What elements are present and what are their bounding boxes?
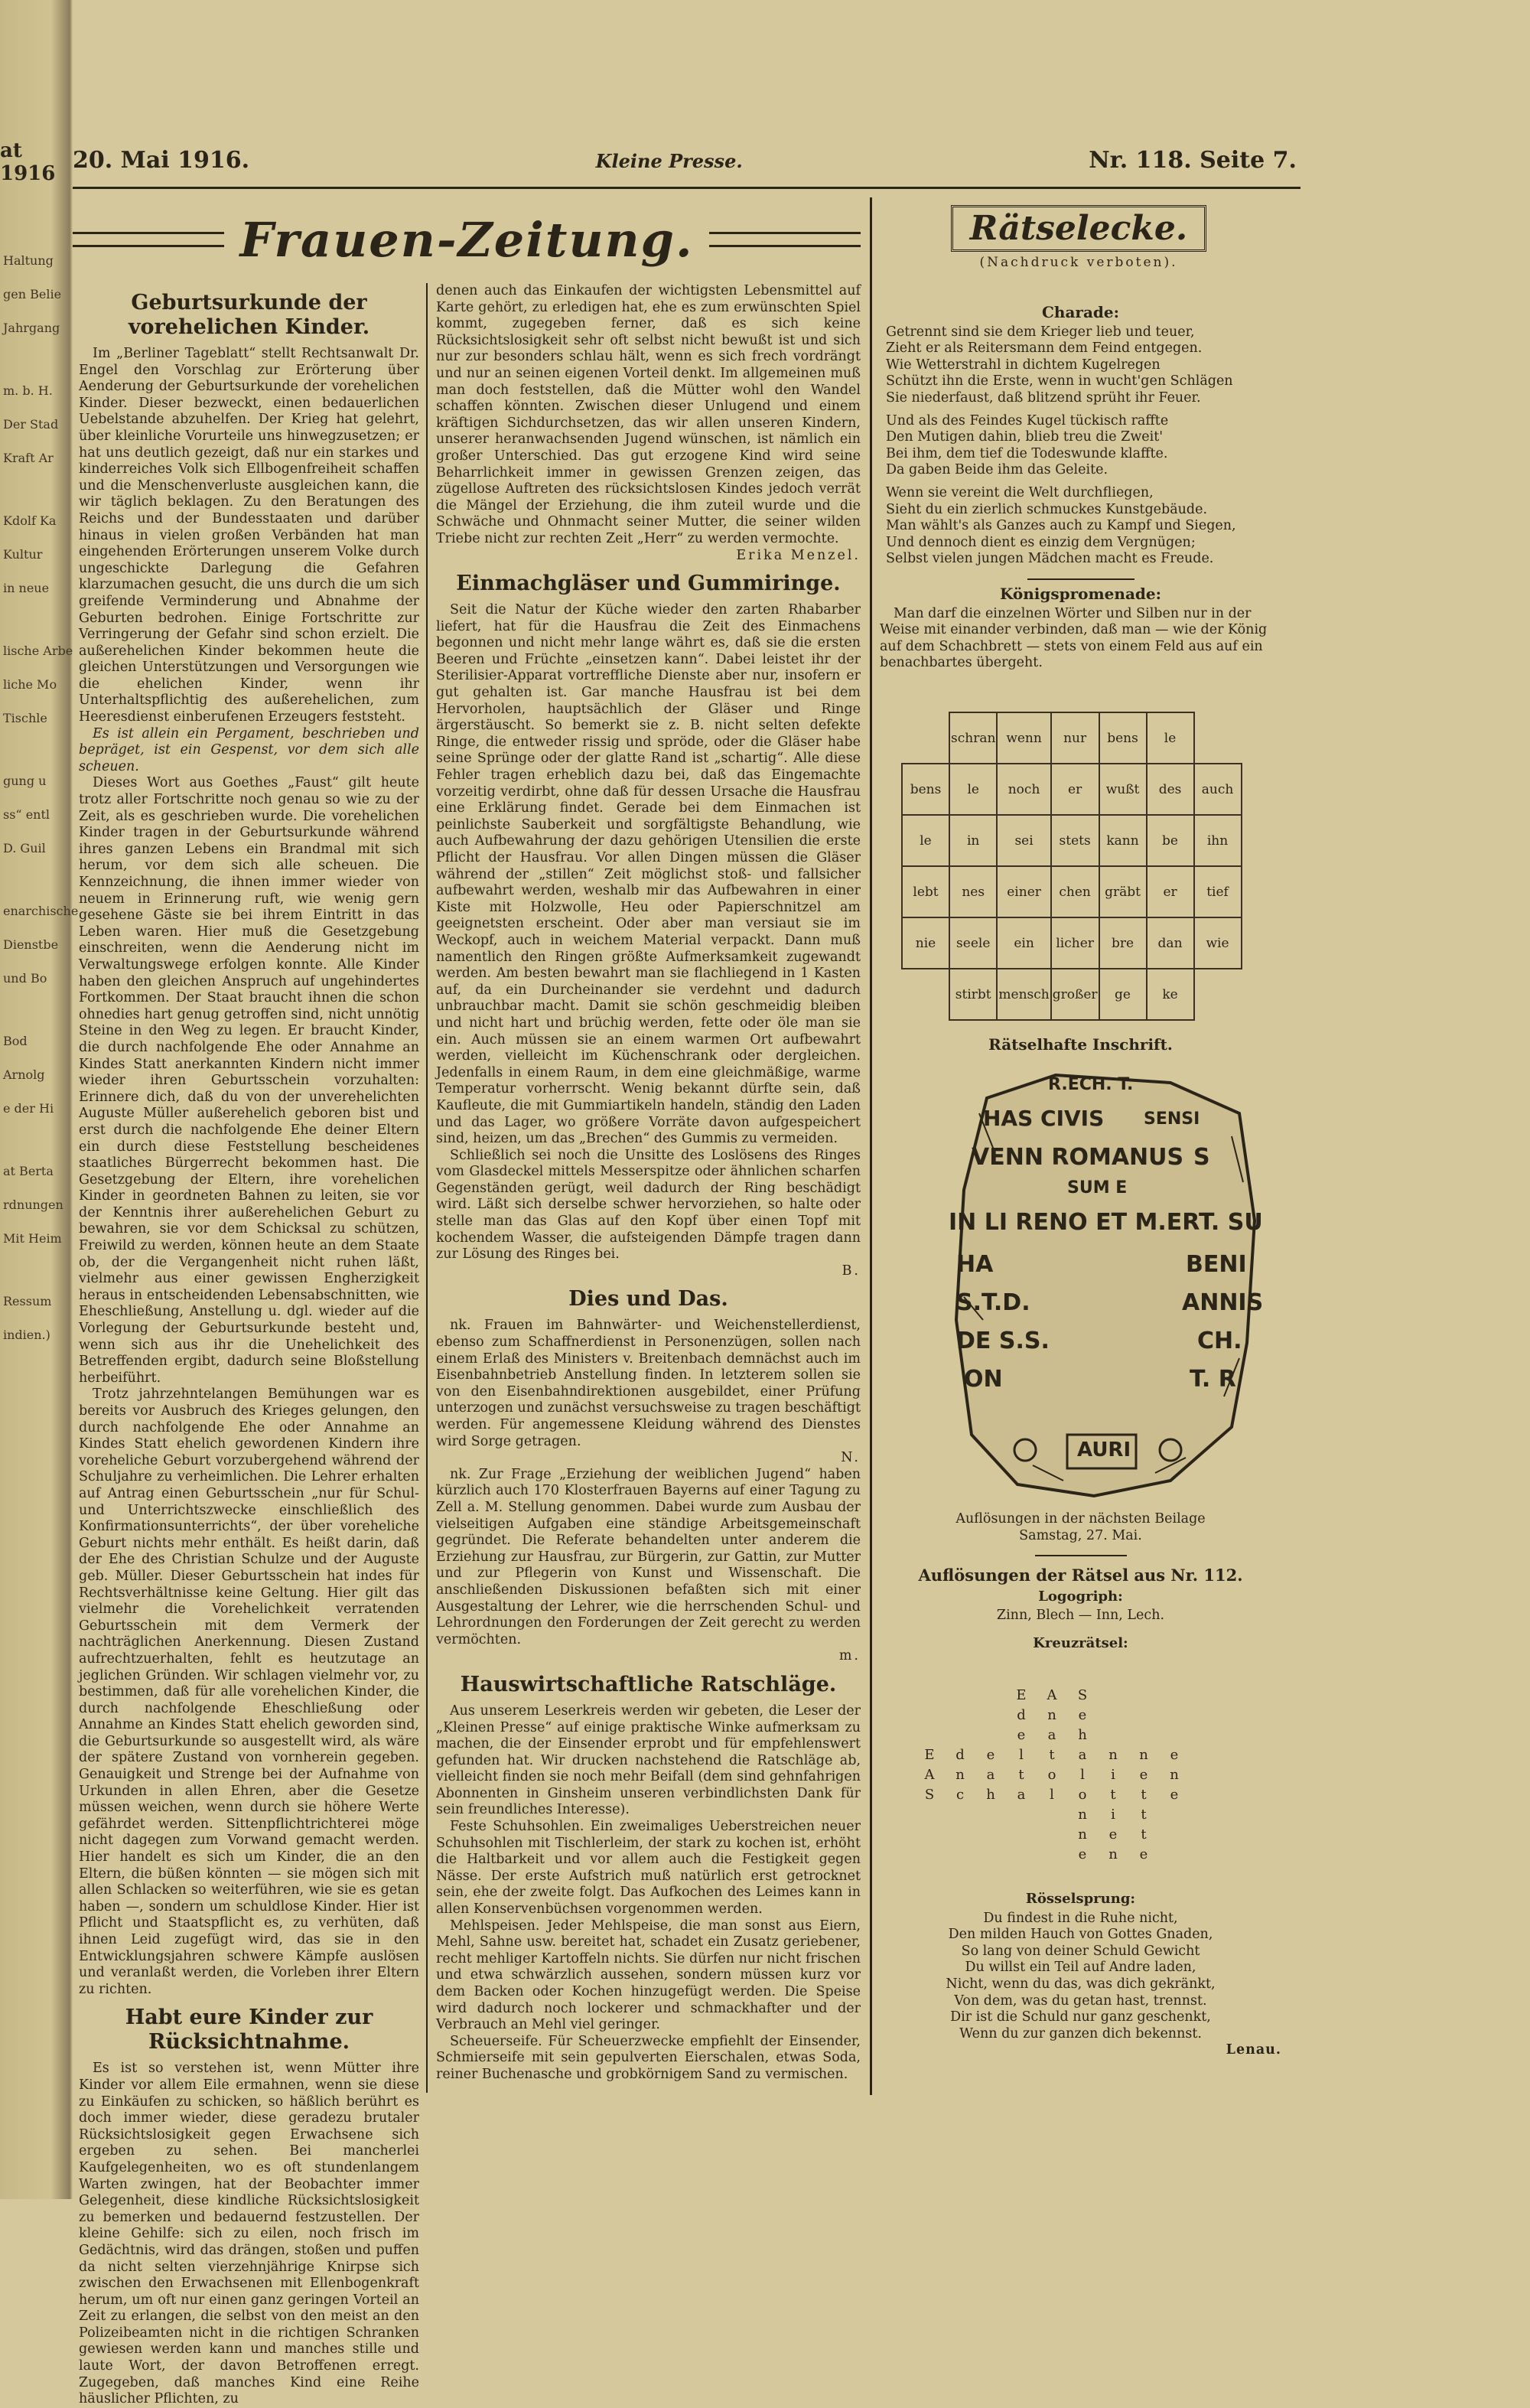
raetselecke-subtitle: (Nachdruck verboten). [979,255,1178,270]
header-date: 20. Mai 1916. [73,147,250,174]
verse-line: Wenn du zur ganzen dich bekennst. [959,2025,1202,2041]
kreuz-letter [1128,1707,1159,1727]
kreuz-letter [1037,1807,1067,1826]
grid-cell: einer [997,866,1050,917]
page-header [73,147,1297,174]
kreuz-letter [914,1727,945,1747]
kreuz-letter: t [1141,1826,1147,1843]
kreuz-letter [945,1807,975,1826]
koenigspromenade-title: Königspromenade: [999,584,1161,603]
kreuz-letter [1037,1846,1067,1866]
article-paragraph: Schließlich sei noch die Unsitte des Loslösens des Ringes vom Glasdeckel mittels Messerspitze oder ähnlichen scharfen Gegenständen gerügt, weil dadurch der Ring beschädigt wird. Läßt sich derselbe schwer hervorziehen, so halte oder stelle man das Glas auf den Kopf über einen Topf mit kochendem Wasser, die aufsteigenden Dämpfe tragen dann zur Lösung des Ringes bei. [436,1147,861,1263]
kreuz-letter [1037,1826,1067,1846]
kreuz-letter [1159,1727,1190,1747]
fold-text [3,253,79,1360]
masthead-rule-left [73,232,224,247]
grid-cell [902,969,949,1020]
stone-note-2: Samstag, 27. Mai. [1019,1527,1142,1543]
kreuz-letter [1006,1826,1037,1846]
verse-line: So lang von deiner Schuld Gewicht [961,1943,1200,1959]
article-title-hauswirtschaft: Hauswirtschaftliche Ratschläge. [460,1672,837,1696]
fold-date: at 1916 [0,139,56,185]
article-paragraph: Dieses Wort aus Goethes „Faust“ gilt heute trotz aller Fortschritte noch genau so wie zu der Zeit, als es geschrieben wurde. Die vorehelichen Kinder tragen in der Geburtsurkunde während ihres ganzen Lebens ein Brandmal mit sich herum, vor dem sich alle scheuen. Die Kennzeichnung, die ihnen immer wieder von neuem in Erinnerung ruft, wie wenig gern gesehene Gäste sie bei ihrem Eintritt in das Leben waren. Hier muß die Gesetzgebung einschreiten, wenn die Aenderung nicht im Verwaltungswege erfolgen konnte. Alle Kinder haben den gleichen Anspruch auf ungehindertes Fortkommen. Der Staat braucht ihnen die schon ohnedies hart genug getroffen sind, nicht unnötig Steine in den Weg zu legen. Er braucht Kinder, die durch nachfolgende Ehe oder Annahme an Kindes Statt anerkannten Kindern nicht immer wieder ihren Geburtsschein vorzuhalten: Erinnere dich, daß du von der unverehelichten Auguste Müller außerehelich geboren bist und erst durch die nachfolgende Ehe deiner Eltern ein durch diese Feststellung bescheidenes staatliches Bürgerrecht bekommen hast. Die Gesetzgebung der Eltern, ihre vorehelichen Kinder in geordneten Bahnen zu leiten, sie vor der Kenntnis ihrer außerehelichen Geburt zu bewahren, sie vor dem Schicksal zu schützen, Freiwild zu werden, können heute an dem Staate ob, der die Vergangenheit nicht ruhen läßt, vielmehr aus einer gewissen Engherzigkeit heraus in entscheidenden Lebensabschnitten, wie Eheschließung, Anstellung u. dgl. wieder auf die Vorlegung der Geburtsurkunde besteht und, wenn sich aus ihr die Unehelichkeit des Betreffenden ergibt, dadurch seine Bloßstellung herbeiführt. [79,775,419,1386]
kreuz-letter: t [1049,1747,1055,1763]
grid-cell: le [1147,712,1194,764]
verse-line: Man wählt's als Ganzes auch zu Kampf und Siegen, [886,518,1236,534]
kreuz-letter: n [955,1767,965,1783]
stone-line-2b: SENSI [1144,1110,1200,1129]
verse-line: Den Mutigen dahin, blieb treu die Zweit' [886,429,1164,445]
kreuz-row [914,1767,1281,1787]
verse-line: Selbst vielen jungen Mädchen macht es Freude. [886,551,1214,567]
koenigspromenade-text: Man darf die einzelnen Wörter und Silben nur in der Weise mit einander verbinden, daß man — wie der König auf dem Schachbrett — stets von einem Feld aus auf ein benachbartes übergeht. [880,605,1268,671]
fold-line: m. b. H. [3,383,53,398]
kreuz-letter [975,1807,1006,1826]
kreuz-letter: n [1047,1707,1056,1723]
kreuz-letter: e [1170,1787,1179,1803]
header-rule [73,187,1300,189]
grid-cell [1194,969,1242,1020]
kreuz-row [914,1687,1281,1707]
column-rule-1 [426,283,428,2093]
article-paragraph: nk. Zur Frage „Erziehung der weiblichen Jugend“ haben kürzlich auch 170 Klosterfrauen Bayerns auf einer Tagung zu Zell a. M. Stellung genommen. Dabei wurde zum Ausbau der vielseitigen Aufgaben eine ständige Arbeitsgemeinschaft gegründet. Die Referate behandelten unter anderem die Erziehung zur Hausfrau, zur Bürgerin, zur Gattin, zur Mutter und zur Pflegerin von Kunst und Wissenschaft. Die anschließenden Diskussionen befaßten sich mit einer Ausgestaltung der Lehrer, wie die herrschenden Schul- und Lehrordnungen den Forderungen der Zeit gerecht zu werden vermöchten. [436,1466,861,1647]
fold-line: Der Stad [3,417,59,432]
verse-line: Wie Wetterstrahl in dichtem Kugelregen [886,357,1161,373]
fold-line: liche Mo [3,677,57,692]
masthead-rule-right [709,232,861,247]
verse-line: Und als des Feindes Kugel tückisch raffte [886,412,1169,428]
grid-cell: nes [949,866,997,917]
fold-line: gen Belie [3,287,62,301]
quote-paragraph: Es ist allein ein Pergament, beschrieben und bepräget, ist ein Gespenst, vor dem sich alle scheuen. [79,725,419,774]
verse-line: Bei ihm, dem tief die Todeswunde klaffte. [886,445,1168,461]
stone-line-8b: CH. [1197,1328,1242,1354]
charade-verse [880,324,1281,568]
verse-line: Du willst ein Teil auf Andre laden, [965,1960,1196,1976]
kreuz-row [914,1826,1281,1846]
verse-line: Den milden Hauch von Gottes Gnaden, [948,1927,1213,1943]
kreuz-letter: d [1017,1707,1026,1723]
grid-cell: mensch [997,969,1050,1020]
stone-line-4: SUM E [1067,1178,1128,1197]
grid-row [902,815,1242,866]
grid-cell: gräbt [1099,866,1147,917]
roesselsprung-block [880,1886,1281,2074]
stone-line-9a: ON [964,1366,1003,1393]
article-paragraph: Seit die Natur der Küche wieder den zarten Rhabarber liefert, hat für die Hausfrau die Zeit des Einmachens begonnen und nicht mehr lange währt es, daß sie die ersten Beeren und Früchte „einsetzen kann“. Dabei leistet ihr der Sterilisier-Apparat vortreffliche Dienste aber nur, insofern er gut gehalten ist. Gar manche Hausfrau ist bei dem Hervorholen, hauptsächlich der Gläser und Ringe ärgerstäuscht. So bemerkt sie z. B. nicht selten defekte Ringe, die entweder rissig und spröde, oder die Gläser habe seine Sprünge oder der glatte Rand ist „schartig“. Alle diese Fehler tragen erheblich dazu bei, daß das Eingemachte vorzeitig verdirbt, ohne daß für dessen Ursache die Hausfrau eine Erklärung findet. Gerade bei dem Einmachen ist peinlichste Sauberkeit und sorgfältigste Behandlung, wie auch Aufbewahrung der dazu gehörigen Utensilien die erste Pflicht der Hausfrau. Vor allen Dingen müssen die Gläser während der „stillen“ Zeit möglichst stoß- und fallsicher aufbewahrt werden, weshalb mir das Aufbewahren in einer Kiste mit Holzwolle, Heu oder Papierschnitzel am geeignetsten erscheint. Oder aber man versiaut sie im Weckopf, auch in weichem Material verpackt. Dann muß namentlich den Ringen größte Aufmerksamkeit zugewandt werden. Am besten bewahrt man sie flachliegend in 1 Kasten auf, da ein Durcheinander sie verdehnt und dadurch unbrauchbar macht. Damit sie schön geschmeidig bleiben und nicht hart und brüchig werden, fette oder öle man sie ein. Auch müssen sie an einem warmen Ort aufbewahrt werden, vielleicht im Küchenschrank oder dergleichen. Jedenfalls in einem Raum, in dem eine gleichmäßige, warme Temperatur vorherrscht. Wenig bekannt dürfte sein, daß Kaufleute, die mit Gummiartikeln handeln, ständig den Laden und das Lager, wo größere Vorräte davon aufgespeichert sind, heizen, um das „Brechen“ des Gummis zu vermeiden. [436,602,861,1147]
grid-cell: le [949,764,997,815]
article-title-kinder: Habt eure Kinder zur Rücksichtnahme. [125,2006,373,2054]
kreuz-letter: h [986,1787,995,1803]
grid-cell: nie [902,917,949,969]
verse-line: Da gaben Beide ihm das Geleite. [886,462,1108,478]
stone-line-9b: T. R [1190,1366,1236,1393]
grid-cell: bens [902,764,949,815]
grid-cell: er [1051,764,1099,815]
stone-line-3a: VENN ROMANUS [972,1144,1184,1171]
section-title: Frauen-Zeitung. [239,211,694,268]
kreuz-letter: o [1078,1787,1087,1803]
kreuz-letter: e [1017,1727,1026,1743]
verse-line: Dir ist die Schuld nur ganz geschenkt, [950,2009,1211,2025]
kreuz-letter: l [1019,1747,1024,1763]
header-paper-name: Kleine Presse. [595,150,743,172]
stone-line-5: IN LI RENO ET M.ERT. SU [949,1209,1263,1236]
article-title-dies-und-das: Dies und Das. [568,1287,728,1312]
article-paragraph: Feste Schuhsohlen. Ein zweimaliges Ueberstreichen neuer Schuhsohlen mit Tischlerleim, der stark zu kochen ist, erhöht die Haltbarkeit und vor allem auch die Festigkeit gegen Nässe. Der erste Aufstrich muß natürlich erst getrocknet sein, ehe der zweite folgt. Das Aufkochen des Leimes kann in allen Konservenbüchsen vorgenommen werden. [436,1819,861,1918]
fold-line: Dienstbe [3,937,59,952]
stone-line-6a: HA [956,1251,994,1278]
inscription-stone-illustration [941,1067,1262,1504]
stone-line-3b: S [1193,1144,1210,1171]
grid-row [902,917,1242,969]
kreuz-letter: o [1047,1767,1056,1783]
kreuz-letter [945,1687,975,1707]
grid-row [902,764,1242,815]
kreuz-letter: E [924,1747,935,1763]
verse-line: Und dennoch dient es einzig dem Vergnügen; [886,534,1196,550]
kreuzraetsel-title: Kreuzrätsel: [1033,1634,1128,1651]
newspaper-page [73,0,1530,2407]
fold-line: Tischle [3,711,47,725]
grid-cell: licher [1051,917,1099,969]
previous-page-fold [0,0,79,2199]
kreuz-letter: n [1078,1826,1087,1843]
loesungen-title: Auflösungen der Rätsel aus Nr. 112. [918,1566,1243,1585]
frauen-zeitung-masthead [73,205,861,274]
grid-cell: bens [1099,712,1147,764]
kreuz-letter [945,1846,975,1866]
article-title-geburtsurkunde: Geburtsurkunde der vorehelichen Kinder. [128,291,370,339]
kreuz-letter: d [955,1747,965,1763]
fold-line: indien.) [3,1328,50,1342]
kreuz-letter [945,1707,975,1727]
stone-line-6b: BENI [1186,1251,1247,1278]
kreuz-letter: a [986,1767,995,1783]
kreuz-letter [914,1687,945,1707]
column-rule-2 [870,197,872,2095]
verse-line: Sie niederfaust, daß blitzend sprüht ihr Feuer. [886,389,1201,406]
verse-line: Du findest in die Ruhe nicht, [983,1910,1178,1926]
kreuz-letter [914,1826,945,1846]
article-signature: B. [842,1263,861,1279]
kreuz-letter: t [1018,1767,1024,1783]
grid-cell: lebt [902,866,949,917]
grid-cell: großer [1051,969,1099,1020]
kreuz-row [914,1807,1281,1826]
section-divider [1035,1555,1127,1556]
article-paragraph: Trotz jahrzehntelangen Bemühungen war es bereits vor Ausbruch des Krieges gelungen, den durch nachfolgende Ehe oder Annahme an Kindes Statt ehelich gewordenen Kindern ihre voreheliche Geburt vorzubergehend während der Schuljahre zu verheimlichen. Die Lehrer erhalten auf Antrag einen Geburtsschein „nur für Schul- und Unterrichtszwecke einschließlich des Konfirmationsunterrichts“, der über voreheliche Geburt nichts mehr enthält. Es heißt darin, daß der Ehe des Christian Schulze und der Auguste geb. Müller. Dieser Geburtsschein hat indes für Rechtsverhältnisse keine Geltung. Hier gilt das vielmehr die Vorehelichkeit verratenden Geburtsschein mit dem Vermerk der nachträglichen Anerkennung. Diesen Zustand aufrechtzuerhalten, fehlt es heutzutage an jeglichen Gründen. Wir schlagen vielmehr vor, zu bestimmen, daß für alle vorehelichen Kinder, die durch nachfolgende Eheschließung oder Annahme an Kindes Statt ehelich geworden sind, die Geburtsurkunde so ausgestellt wird, als wäre der spätere Zustand von vornherein gegeben. Genauigkeit und Strenge bei der Aufnahme von Urkunden in allen Ehren, aber die Gesetze müssen weichen, wenn durch sie höhere Werte gefährdet werden. Sittenpflichtrichterei möge nicht dagegen zum Vorwand gemacht werden. Hier handelt es sich um Kinder, die an den Eltern, die büßen könnten — sie mögen sich mit allen Schlacken so weiterführen, wie sie es getan haben —, sondern um schuldlose Kinder. Hier ist Pflicht und Staatspflicht es, zu verhüten, daß ihnen Leid zugefügt wird, das sie in den Entwicklungsjahren schwere Kämpfe auslösen und veranlaßt werden, die Vorleben ihrer Eltern zu richten. [79,1386,419,1997]
grid-cell: noch [997,764,1050,815]
koenigspromenade-grid [901,712,1242,1021]
article-paragraph: Aus unserem Leserkreis werden wir gebeten, die Leser der „Kleinen Presse“ auf einige praktische Winke aufmerksam zu machen, die der Einsender erprobt und für empfehlenswert gefunden hat. Wir drucken nachstehend die Ratschläge ab, vielleicht finden sie noch mehr Beifall (dem sind gehnfahrigen Abonnenten in Ginsheim unseren verbindlichsten Dank für sein freundliches Interesse). [436,1703,861,1818]
stone-line-2a: HAS CIVIS [983,1106,1105,1131]
puzzle-grid-table [901,712,1242,1021]
grid-cell: dan [1147,917,1194,969]
kreuz-letter: A [924,1767,935,1783]
stone-line-7a: S.T.D. [956,1289,1030,1316]
grid-cell: bre [1099,917,1147,969]
verse-line: Zieht er als Reitersmann dem Feind entgegen. [886,341,1203,357]
kreuz-letter [1159,1826,1190,1846]
grid-cell: wenn [997,712,1050,764]
article-paragraph: Es ist so verstehen ist, wenn Mütter ihre Kinder vor allem Eile ermahnen, wenn sie diese zu Einkäufen zu schicken, so häßlich berührt es doch immer wieder, diese geradezu brutaler Rücksichtslosigkeit gegen Erwachsene sich ergeben zu sehen. Bei mancherlei Kaufgelegenheiten, wo es oft stundenlangem Warten zwingen, hat der Beobachter immer Gelegenheit, diese kindliche Rücksichtslosigkeit zu bemerken und bedauernd festzustellen. Der kleine Gehilfe: sich zu eilen, noch frisch im Gedächtnis, wird das drängen, stoßen und puffen da nicht selten vierzehnjährige Knirpse sich zwischen den Erwachsenen mit Ellenbogenkraft herum, um oft nur einen ganz geringen Vorteil an Zeit zu erlangen, die selbst von den meist an den Polizeibeamten nicht in die richtigen Schranken gewiesen werden kann und manches stille und laute Wort, der davon Betroffenen erregt. Zugegeben, daß manches Kind eine Reihe häuslicher Pflichten, zu [79,2061,419,2407]
grid-cell [902,712,949,764]
grid-cell: be [1147,815,1194,866]
kreuz-letter [1006,1807,1037,1826]
section-divider [1027,578,1134,580]
kreuz-letter [975,1846,1006,1866]
grid-cell: sei [997,815,1050,866]
kreuz-letter [1098,1727,1128,1747]
kreuz-letter [1159,1807,1190,1826]
article-paragraph: Scheuerseife. Für Scheuerzwecke empfiehlt der Einsender, Schmierseife mit sein gepulverten Eierschalen, etwas Soda, reiner Buchenasche und grobkörnigem Sand zu vermischen. [436,2033,861,2082]
kreuz-letter: t [1141,1787,1147,1803]
fold-line: at Berta [3,1164,54,1178]
kreuz-letter: a [1078,1747,1087,1763]
kreuzraetsel-solution [914,1687,1281,1866]
inschrift-title: Rätselhafte Inschrift. [988,1035,1173,1054]
grid-cell: ihn [1194,815,1242,866]
kreuz-letter: a [1017,1787,1026,1803]
fold-line: D. Guil [3,841,46,855]
kreuz-letter: l [1050,1787,1054,1803]
fold-line: e der Hi [3,1101,54,1116]
kreuz-row [914,1747,1281,1767]
kreuz-letter [945,1727,975,1747]
kreuz-letter: h [1078,1727,1087,1743]
grid-cell: ein [997,917,1050,969]
article-paragraph: nk. Frauen im Bahnwärter- und Weichenstellerdienst, ebenso zum Schaffnerdienst in Personenzügen, sollen nach einem Erlaß des Ministers v. Breitenbach demnächst auch im Eisenbahnbetrieb Anstellung finden. In letzterem sollen sie von den Eisenbahndirektionen ausgebildet, einer Prüfung unterzogen und zunächst versuchsweise zu tragen beschäftigt werden. Für angemessene Kleidung während des Dienstes wird Sorge getragen. [436,1318,861,1449]
kreuz-letter: S [1077,1687,1088,1703]
fold-line: rdnungen [3,1197,63,1212]
stone-outline [956,1075,1255,1496]
kreuz-row [914,1787,1281,1807]
verse-line: Schützt ihn die Erste, wenn in wucht'gen Schlägen [886,373,1233,389]
kreuz-letter: E [1016,1687,1027,1703]
kreuz-letter [975,1707,1006,1727]
verse-line [886,479,1281,485]
grid-row [902,969,1242,1020]
fold-line: enarchische [3,904,79,918]
stone-line-7b: ANNIS [1182,1289,1264,1316]
fold-line: Mit Heim [3,1231,62,1246]
kreuz-letter [1128,1727,1159,1747]
kreuz-letter [914,1807,945,1826]
stone-line-10: AURI [1077,1439,1131,1461]
roesselsprung-verse [880,1911,1281,2043]
roesselsprung-author: Lenau. [1226,2042,1281,2058]
grid-cell: seele [949,917,997,969]
article-paragraph: Mehlspeisen. Jeder Mehlspeise, die man sonst aus Eiern, Mehl, Sahne usw. bereitet hat, schadet ein Zusatz geriebener, recht mehliger Kartoffeln nichts. Sie dürfen nur nicht frischen und etwa schwärzlich aussehen, sondern müssen kurz vor dem Backen oder Kochen hinzugefügt werden. Die Speise wird dadurch noch lockerer und schmackhafter und der Verbrauch an Mehl viel geringer. [436,1918,861,2033]
fold-line: Ressum [3,1294,52,1308]
grid-cell: kann [1099,815,1147,866]
kreuz-letter [1159,1846,1190,1866]
kreuz-letter: n [1078,1807,1087,1823]
raetselecke-title: Rätselecke. [951,205,1206,252]
fold-line: Kultur [3,547,43,562]
grid-cell: des [1147,764,1194,815]
fold-line: lische Arbe [3,644,73,658]
fold-line: Arnolg [3,1067,45,1082]
kreuz-letter [975,1727,1006,1747]
column-2 [436,283,861,2082]
kreuz-letter: n [1108,1846,1118,1862]
fold-line: Jahrgang [3,321,60,335]
kreuz-letter: e [986,1747,995,1763]
fold-line: Haltung [3,253,54,268]
kreuz-letter [975,1826,1006,1846]
grid-cell [1194,712,1242,764]
logogriph-title: Logogriph: [1038,1588,1123,1605]
kreuz-letter [1006,1846,1037,1866]
kreuz-letter [975,1687,1006,1707]
charade-title: Charade: [1041,303,1119,321]
article-paragraph: Im „Berliner Tageblatt“ stellt Rechtsanwalt Dr. Engel den Vorschlag zur Erörterung über Aenderung der Geburtsurkunde der vorehelichen Kinder. Dieser bezweckt, einen bedauerlichen Uebelstande abzuhelfen. Der Krieg hat gelehrt, über kleinliche Vorurteile uns hinwegzusetzen; er hat uns deutlich gezeigt, daß nur ein starkes und kinderreiches Volk sich Ellbogenfreiheit schaffen und die Menschenverluste ausgleichen kann, die wir täglich beklagen. Zu den Beratungen des Reichs und der Bundesstaaten und darüber hinaus in vielen großen Verbänden hat man eingehenden Erörterungen unserem Volke durch ungeschickte Darlegung die Gefahren klarzumachen gesucht, die uns durch die um sich greifende Verminderung und Abnahme der Geburten bedrohen. Einige Fortschritte zur Verringerung der Gefahr sind schon erzielt. Die außerehelichen Kinder bekommen heute die gleichen Unterstützungen und Versorgungen wie die ehelichen Kinder, wenn ihr Unterhaltspflichtig des außerehelichen, zum Heeresdienst einberufenen Erzeugers feststeht. [79,346,419,725]
grid-cell: nur [1051,712,1099,764]
kreuz-letter: t [1110,1787,1116,1803]
grid-cell: auch [1194,764,1242,815]
article-title-einmachglaeser: Einmachgläser und Gummiringe. [456,572,841,596]
kreuz-letter: e [1078,1707,1087,1723]
grid-row [902,712,1242,764]
grid-cell: wie [1194,917,1242,969]
article-signature: Erika Menzel. [736,547,861,563]
roesselsprung-title: Rösselsprung: [1025,1891,1136,1907]
grid-cell: stirbt [949,969,997,1020]
article-signature: m. [838,1648,861,1664]
article-paragraph: denen auch das Einkaufen der wichtigsten Lebensmittel auf Karte gehört, zu erledigen hat, ehe es zum erwünschten Spiel kommt, zugegeben ferner, daß es sich keine Rücksichtslosigkeit sehr oft selbst nicht bewußt ist und sich nur zur besonders schlau hält, wenn es sich frech vordrängt und nur an seinen eigenen Vorteil denkt. Im allgemeinen muß man doch feststellen, daß die Mütter wohl den Wandel schaffen könnten. Zwischen dieser Unlugend und einem kräftigen Sichdurchsetzen, das wir allen unseren Kindern, unserer heranwachsenden Jugend wünschen, ist nämlich ein großer Unterschied. Das gut erzogene Kind wird seine Beharrlichkeit immer in gewissen Grenzen zeigen, das zügellose Auftreten des rücksichtslosen Kindes jedoch verrät die Mängel der Erziehung, die ihm zuteil wurde und die Schwäche und Ohnmacht seiner Mutter, die seiner wilden Triebe nicht zur rechten Zeit „Herr“ zu werden vermochte. [436,283,861,546]
column-3 [880,300,1281,698]
stone-line-8a: DE S.S. [956,1328,1050,1354]
kreuz-letter [1098,1687,1128,1707]
kreuz-letter: i [1111,1767,1115,1783]
kreuz-letter: S [924,1787,935,1803]
kreuz-letter: a [1047,1727,1056,1743]
kreuz-letter: i [1111,1807,1115,1823]
raetselecke-header [884,205,1274,274]
kreuz-letter [1098,1707,1128,1727]
fold-line: in neue [3,581,50,595]
kreuz-letter [1159,1707,1190,1727]
grid-cell: le [902,815,949,866]
kreuz-letter: c [955,1787,965,1803]
fold-line: und Bo [3,971,47,986]
kreuz-letter: e [1078,1846,1087,1862]
kreuz-letter: e [1139,1767,1148,1783]
kreuz-letter: t [1141,1807,1147,1823]
verse-line: Getrennt sind sie dem Krieger lieb und teuer, [886,324,1195,340]
inschrift-heading [880,1037,1281,1060]
kreuz-letter [1128,1687,1159,1707]
article-signature: N. [841,1450,861,1466]
kreuz-letter [914,1846,945,1866]
stone-line-1: R.ECH. T. [1048,1075,1134,1094]
stone-note-1: Auflösungen in der nächsten Beilage [955,1511,1206,1527]
grid-cell: schran [949,712,997,764]
grid-row [902,866,1242,917]
verse-line: Wenn sie vereint die Welt durchfliegen, [886,484,1154,500]
fold-line: ss“ entl [3,807,50,822]
kreuz-letter: e [1170,1747,1179,1763]
kreuz-letter: n [1170,1767,1179,1783]
kreuz-letter: l [1080,1767,1085,1783]
kreuz-letter [1159,1687,1190,1707]
kreuz-letter [945,1826,975,1846]
grid-cell: ke [1147,969,1194,1020]
logogriph-solution: Zinn, Blech — Inn, Lech. [996,1608,1165,1624]
fold-line: Kdolf Ka [3,513,57,528]
verse-line: Sieht du ein zierlich schmuckes Kunstgebäude. [886,501,1208,517]
grid-cell: in [949,815,997,866]
fold-line: gung u [3,774,47,788]
grid-cell: stets [1051,815,1099,866]
verse-line [886,407,1281,413]
header-page-number: Nr. 118. Seite 7. [1089,147,1297,174]
grid-cell: tief [1194,866,1242,917]
kreuz-row [914,1727,1281,1747]
kreuz-letter: n [1139,1747,1148,1763]
grid-cell: chen [1051,866,1099,917]
kreuz-row [914,1707,1281,1727]
kreuz-letter [914,1707,945,1727]
kreuz-letter: e [1139,1846,1148,1862]
kreuz-letter: e [1108,1826,1118,1843]
fold-line: Bod [3,1034,28,1048]
grid-cell: er [1147,866,1194,917]
verse-line: Von dem, was du getan hast, trennst. [954,1993,1207,2009]
fold-line: Kraft Ar [3,451,54,465]
kreuz-letter: n [1108,1747,1118,1763]
kreuz-row [914,1846,1281,1866]
grid-cell: wußt [1099,764,1147,815]
grid-cell: ge [1099,969,1147,1020]
verse-line: Nicht, wenn du das, was dich gekränkt, [946,1976,1216,1992]
column-1 [79,283,419,2407]
kreuz-letter: A [1047,1687,1057,1703]
